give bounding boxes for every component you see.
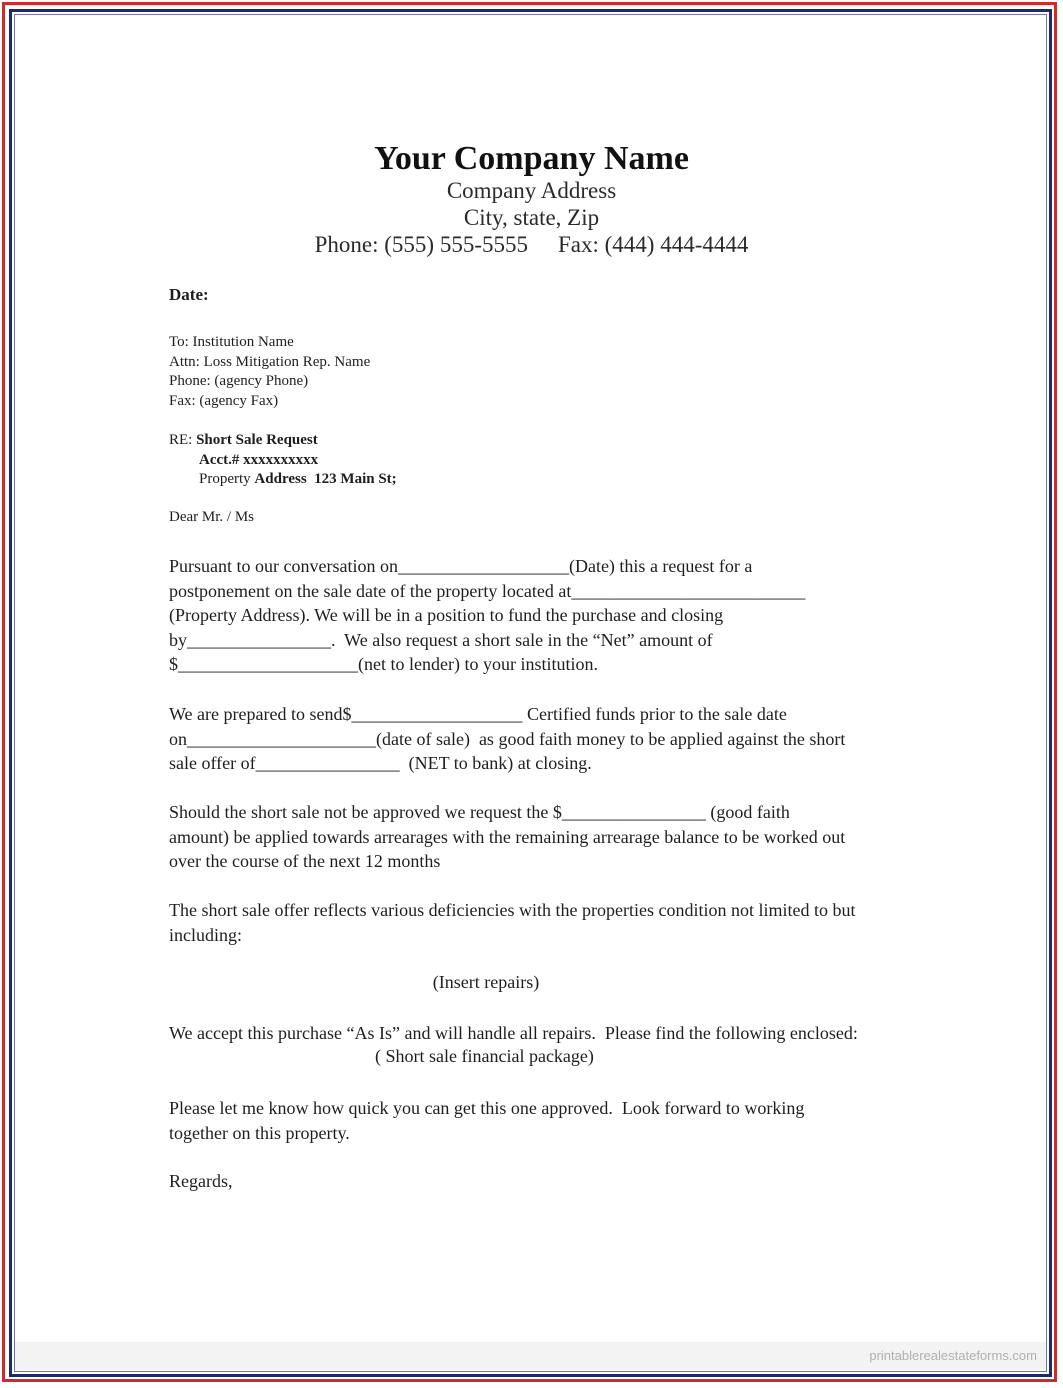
company-fax: Fax: (444) 444-4444 — [558, 232, 749, 257]
recipient-block — [169, 333, 370, 411]
closing-regards: Regards, — [169, 1171, 233, 1191]
company-phone: Phone: (555) 555-5555 — [314, 232, 528, 257]
date-label: Date: — [169, 285, 209, 304]
re-account: Acct.# xxxxxxxxxx — [199, 451, 319, 468]
re-block — [169, 431, 397, 490]
company-contact — [0, 232, 1063, 258]
paragraph-deficiencies: The short sale offer reflects various deficiencies with the properties condition not limited to but including: — [169, 900, 856, 945]
paragraph-certified-funds: We are prepared to send$___________________ Certified funds prior to the sale date on_____________________(date of sale) as good faith money to be applied against the short sale offer of________________ (NET to bank) at closing. — [169, 704, 846, 773]
company-city-state-zip: City, state, Zip — [463, 205, 600, 230]
paragraph-approval-request: Please let me know how quick you can get this one approved. Look forward to working together on this property. — [169, 1098, 805, 1143]
recipient-phone: Phone: (agency Phone) — [169, 373, 309, 389]
watermark: printablerealestateforms.com — [869, 1348, 1037, 1363]
paragraph-as-is: We accept this purchase “As Is” and will handle all repairs. Please find the following enclosed: — [169, 1023, 858, 1043]
re-property-address-label: Address — [254, 471, 307, 487]
paragraph-conversation: Pursuant to our conversation on___________________(Date) this a request for a postponement on the sale date of the property located at__________________________ (Property Address). We will be in a position to fund the purchase and closing by________________. We also request a short sale in the “Net” amount of $____________________(net to lender) to your institution. — [169, 556, 806, 674]
paragraph-good-faith: Should the short sale not be approved we request the $________________ (good faith amount) be applied towards arrearages with the remaining arrearage balance to be worked out over the course of the next 12 months — [169, 802, 846, 871]
re-property-label: Property — [199, 471, 255, 487]
financial-package-placeholder: ( Short sale financial package) — [375, 1046, 594, 1066]
insert-repairs-placeholder: (Insert repairs) — [432, 972, 540, 992]
salutation: Dear Mr. / Ms — [169, 509, 254, 525]
recipient-fax: Fax: (agency Fax) — [169, 392, 279, 409]
recipient-attn: Attn: Loss Mitigation Rep. Name — [169, 353, 371, 370]
company-name: Your Company Name — [374, 140, 689, 177]
re-subject: Short Sale Request — [196, 432, 318, 448]
re-prefix: RE: — [169, 432, 197, 448]
re-property-value: 123 Main St; — [306, 471, 397, 487]
recipient-to: To: Institution Name — [169, 334, 294, 350]
company-address: Company Address — [446, 178, 617, 203]
